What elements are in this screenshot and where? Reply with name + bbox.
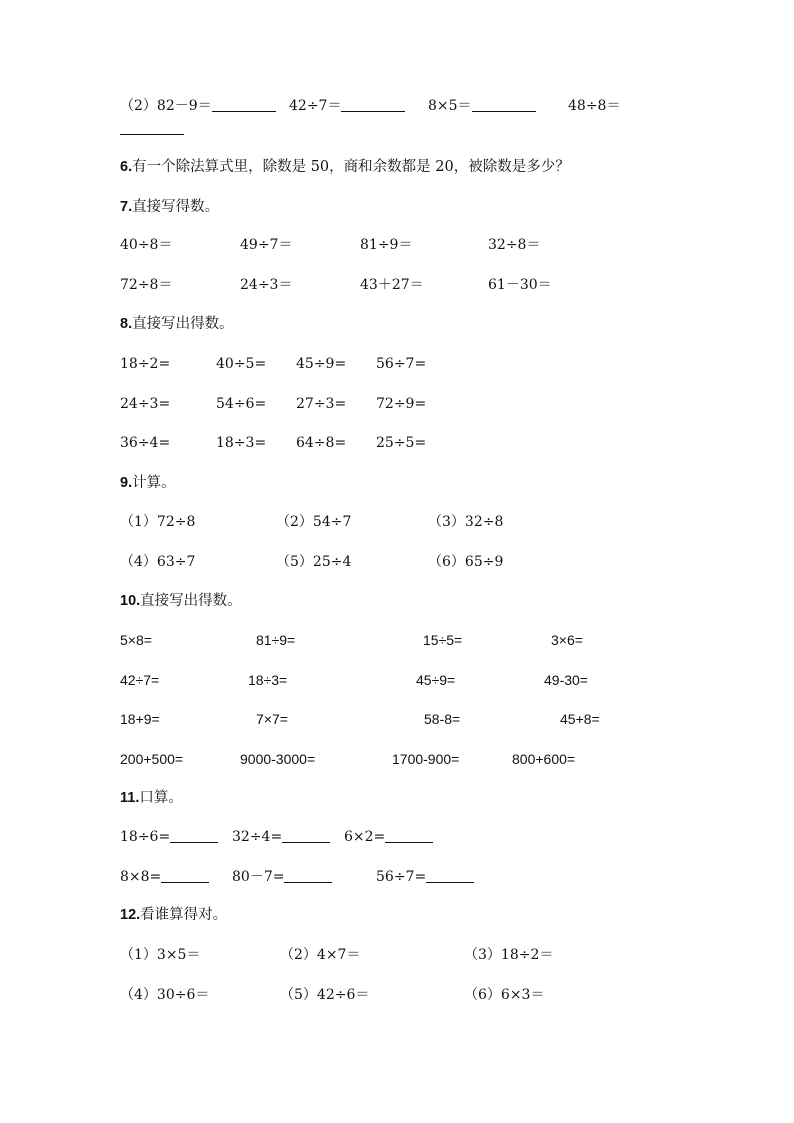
answer-blank[interactable] — [385, 828, 433, 843]
q10-item: 18+9= — [120, 711, 160, 727]
q7-item: 61－30＝ — [488, 277, 552, 293]
question-8-heading — [120, 315, 234, 333]
q5-item-3-text: 8×5＝ — [428, 98, 472, 114]
question-title: 直接写出得数。 — [140, 593, 242, 609]
q7-item: 24÷3＝ — [240, 277, 293, 293]
q8-item: 24÷3= — [120, 396, 171, 412]
question-7-heading — [120, 198, 219, 216]
q11-item-text: 8×8= — [120, 869, 162, 885]
question-title: 直接写得数。 — [132, 199, 220, 215]
q9-item: （5）25÷4 — [276, 554, 352, 570]
answer-blank[interactable] — [341, 97, 405, 112]
q11-item — [120, 868, 209, 886]
q10-item: 15÷5= — [423, 632, 463, 648]
question-9-heading — [120, 474, 176, 492]
q11-item — [376, 868, 474, 886]
q11-item-text: 56÷7= — [376, 869, 427, 885]
answer-blank[interactable] — [472, 97, 536, 112]
q8-item: 40÷5= — [216, 356, 267, 372]
q5-item-4-text: 48÷8＝ — [568, 98, 621, 114]
q12-item: （6）6×3＝ — [464, 987, 545, 1003]
answer-blank[interactable] — [426, 868, 474, 883]
q11-item-text: 80－7= — [232, 869, 285, 885]
q7-item: 32÷8＝ — [488, 237, 541, 253]
q7-item: 40÷8＝ — [120, 237, 173, 253]
answer-blank[interactable] — [161, 868, 209, 883]
q9-item: （2）54÷7 — [276, 514, 352, 530]
q7-item: 49÷7＝ — [240, 237, 293, 253]
q10-item: 9000-3000= — [240, 751, 316, 767]
q11-item — [120, 828, 218, 846]
q9-item: （1）72÷8 — [120, 514, 196, 530]
q5-item-4-blank-line — [120, 120, 184, 138]
q7-item: 43＋27＝ — [360, 277, 424, 293]
q11-item-text: 18÷6= — [120, 829, 171, 845]
question-number: 8. — [120, 316, 133, 332]
question-number: 10. — [120, 593, 141, 609]
q8-item: 36÷4= — [120, 435, 171, 451]
answer-blank[interactable] — [120, 120, 184, 135]
q9-item: （6）65÷9 — [428, 554, 504, 570]
question-title: 直接写出得数。 — [132, 316, 234, 332]
q8-item: 64÷8= — [296, 435, 347, 451]
question-number: 11. — [120, 790, 140, 806]
q11-item-text: 6×2= — [344, 829, 386, 845]
answer-blank[interactable] — [212, 97, 276, 112]
q11-item — [344, 828, 433, 846]
question-number: 12. — [120, 907, 141, 923]
question-number: 6. — [120, 159, 133, 175]
q11-item-text: 32÷4= — [232, 829, 283, 845]
question-text: 有一个除法算式里，除数是 50，商和余数都是 20，被除数是多少？ — [132, 159, 570, 175]
q10-item: 3×6= — [551, 632, 583, 648]
question-title: 计算。 — [132, 475, 176, 491]
q8-item: 45÷9= — [296, 356, 347, 372]
q5-item-4 — [568, 97, 620, 115]
q8-item: 72÷9= — [376, 396, 427, 412]
question-12-heading — [120, 906, 227, 924]
q8-item: 25÷5= — [376, 435, 427, 451]
q10-item: 5×8= — [120, 632, 152, 648]
q5-item-2 — [289, 97, 405, 115]
q9-item: （4）63÷7 — [120, 554, 196, 570]
q12-item: （1）3×5＝ — [120, 947, 201, 963]
q10-item: 58-8= — [424, 711, 461, 727]
q8-item: 27÷3= — [296, 396, 347, 412]
q7-item: 81÷9＝ — [360, 237, 413, 253]
question-title: 看谁算得对。 — [140, 907, 228, 923]
q5-item-2-text: 42÷7＝ — [289, 98, 342, 114]
q12-item: （2）4×7＝ — [280, 947, 361, 963]
q8-item: 18÷2= — [120, 356, 171, 372]
question-6 — [120, 158, 570, 176]
q10-item: 49-30= — [544, 672, 588, 688]
q8-item: 56÷7= — [376, 356, 427, 372]
q10-item: 200+500= — [120, 751, 184, 767]
q12-item: （5）42÷6＝ — [280, 987, 370, 1003]
question-number: 9. — [120, 475, 133, 491]
q5-item-1-text: （2）82－9＝ — [120, 98, 212, 114]
question-number: 7. — [120, 199, 133, 215]
q10-item: 800+600= — [512, 751, 576, 767]
question-title: 口算。 — [139, 790, 183, 806]
q8-item: 18÷3= — [216, 435, 267, 451]
q5-item-3 — [428, 97, 536, 115]
q11-item — [232, 868, 332, 886]
q10-item: 18÷3= — [248, 672, 288, 688]
q10-item: 7×7= — [256, 711, 288, 727]
q5-item-1 — [120, 97, 276, 115]
answer-blank[interactable] — [284, 868, 332, 883]
q9-item: （3）32÷8 — [428, 514, 504, 530]
q7-item: 72÷8＝ — [120, 277, 173, 293]
q10-item: 1700-900= — [392, 751, 460, 767]
answer-blank[interactable] — [170, 828, 218, 843]
answer-blank[interactable] — [282, 828, 330, 843]
q11-item — [232, 828, 330, 846]
q10-item: 81÷9= — [256, 632, 296, 648]
q8-item: 54÷6= — [216, 396, 267, 412]
question-10-heading — [120, 592, 242, 610]
q10-item: 45÷9= — [416, 672, 456, 688]
q10-item: 42÷7= — [120, 672, 160, 688]
q10-item: 45+8= — [560, 711, 600, 727]
q12-item: （3）18÷2＝ — [464, 947, 554, 963]
q12-item: （4）30÷6＝ — [120, 987, 210, 1003]
question-11-heading — [120, 789, 183, 807]
